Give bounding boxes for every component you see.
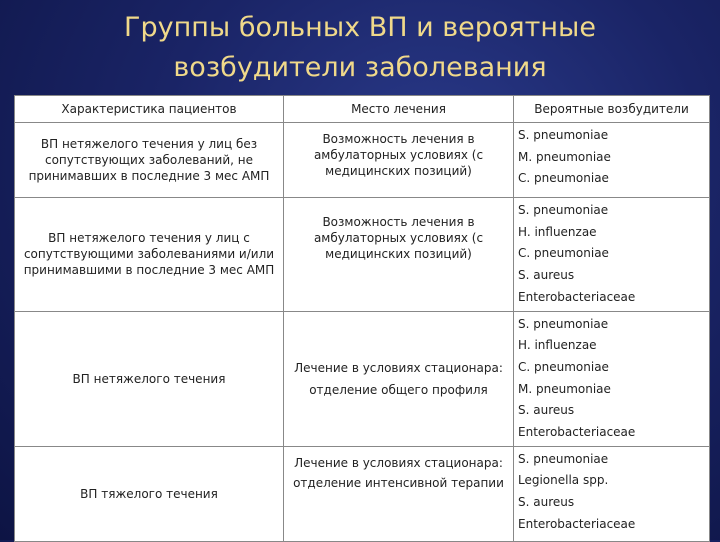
- table-row: [15, 446, 710, 541]
- header-characteristic: Характеристика пациентов: [15, 96, 284, 123]
- pathogen-item: S. pneumoniae: [518, 203, 609, 217]
- row-place: Лечение в условиях стационара: отделение общего профиля: [284, 311, 514, 446]
- row-pathogens: [514, 311, 710, 446]
- pathogen-item: Legionella spp.: [518, 473, 609, 488]
- pathogen-item: Enterobacteriaceae: [518, 289, 636, 304]
- pathogen-item: H. influenzae: [518, 224, 597, 239]
- row-place: Лечение в условиях стационара: отделение интенсивной терапии: [284, 446, 514, 541]
- slide-title: [0, 8, 720, 88]
- pathogen-item: S. pneumoniae: [518, 316, 609, 331]
- header-pathogens: Вероятные возбудители: [514, 96, 710, 123]
- pathogen-item: Enterobacteriaceae: [518, 425, 636, 440]
- pathogen-item: C. pneumoniae: [518, 246, 609, 261]
- header-place: Место лечения: [284, 96, 514, 123]
- pathogen-item: C. pneumoniae: [518, 359, 609, 374]
- row-place: Возможность лечения в амбулаторных условиях (с медицинских позиций): [284, 198, 514, 312]
- pathogen-item: S. aureus: [518, 403, 575, 418]
- slide-title-line-2: возбудители заболевания: [173, 52, 547, 83]
- row-characteristic: ВП нетяжелого течения у лиц с сопутствующими заболеваниями и/или принимавшими в последние 3 мес АМП: [15, 198, 284, 312]
- table-row: [15, 123, 710, 198]
- row-characteristic: ВП нетяжелого течения у лиц без сопутствующих заболеваний, не принимавших в последние 3 мес АМП: [15, 123, 284, 198]
- pathogen-item: S. aureus: [518, 495, 575, 510]
- pathogen-item: S. aureus: [518, 268, 575, 283]
- pathogen-item: M. pneumoniae: [518, 381, 611, 396]
- table-row: [15, 311, 710, 446]
- slide-title-line-1: Группы больных ВП и вероятные: [124, 12, 596, 43]
- table-header-row: [15, 96, 710, 123]
- pathogens-table: [14, 95, 710, 542]
- pathogen-item: M. pneumoniae: [518, 149, 611, 164]
- pathogen-item: C. pneumoniae: [518, 171, 609, 186]
- row-pathogens: [514, 198, 710, 312]
- pathogen-item: Enterobacteriaceae: [518, 516, 636, 531]
- row-characteristic: ВП нетяжелого течения: [15, 311, 284, 446]
- row-characteristic: ВП тяжелого течения: [15, 446, 284, 541]
- row-pathogens: [514, 123, 710, 198]
- pathogen-item: S. pneumoniae: [518, 451, 609, 466]
- row-place: Возможность лечения в амбулаторных условиях (с медицинских позиций): [284, 123, 514, 198]
- row-pathogens: [514, 446, 710, 541]
- pathogen-item: S. pneumoniae: [518, 128, 609, 142]
- pathogen-item: H. influenzae: [518, 338, 597, 353]
- table-row: [15, 198, 710, 312]
